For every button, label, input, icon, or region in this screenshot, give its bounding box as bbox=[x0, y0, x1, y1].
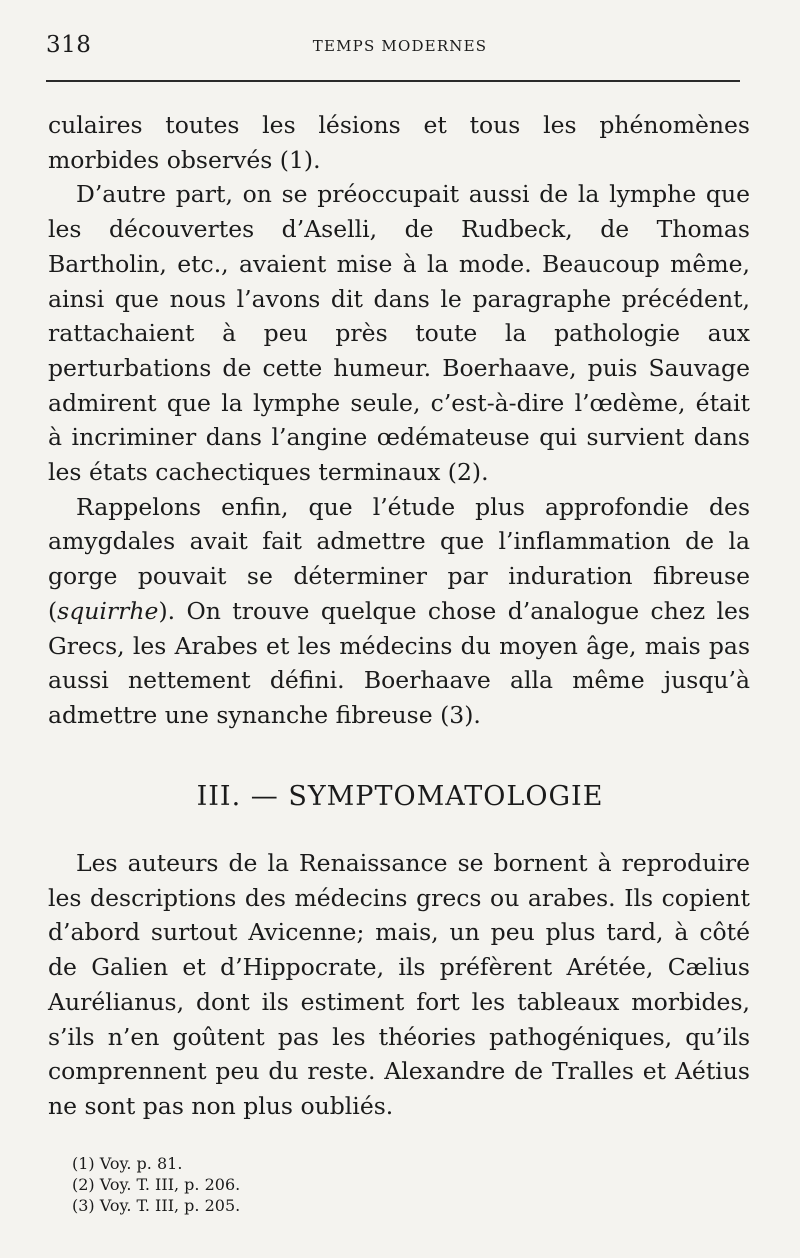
section-paragraph-1: Les auteurs de la Renaissance se bornent à reproduire les descriptions des médecins grecs ou arabes. Ils copient d’abord surtout Avicenne; mais, un peu plus tard, à côté de Galien et d’Hippocrate, ils préfèrent Arétée, Cælius Aurélianus, dont ils estiment fort les tableaux morbides, s’ils n’en goûtent pas les théories pathogéniques, qu’ils comprennent peu du reste. Alexandre de Tralles et Aétius ne sont pas non plus oubliés. bbox=[48, 849, 750, 1120]
body-text bbox=[48, 108, 750, 733]
section-body-text bbox=[48, 846, 750, 1124]
footnote-1: (1) Voy. p. 81. bbox=[72, 1154, 183, 1173]
italic-term: squirrhe bbox=[57, 596, 159, 625]
page-header bbox=[46, 32, 754, 62]
page-number: 318 bbox=[46, 32, 92, 58]
running-head: TEMPS MODERNES bbox=[312, 37, 488, 55]
footnotes bbox=[72, 1153, 240, 1216]
paragraph-1: culaires toutes les lésions et tous les phénomènes morbides observés (1). bbox=[48, 111, 750, 174]
footnote-2: (2) Voy. T. III, p. 206. bbox=[72, 1175, 241, 1194]
section-heading: III. — SYMPTOMATOLOGIE bbox=[196, 781, 604, 812]
footnote-3: (3) Voy. T. III, p. 205. bbox=[72, 1196, 241, 1215]
paragraph-3: Rappelons enfin, que l’étude plus approfondie des amygdales avait fait admettre que l’inflammation de la gorge pouvait se déterminer par induration fibreuse (squirrhe). On trouve quelque chose d’analogue chez les Grecs, les Arabes et les médecins du moyen âge, mais pas aussi nettement défini. Boerhaave alla même jusqu’à admettre une synanche fibreuse (3). bbox=[48, 492, 750, 729]
header-rule bbox=[46, 80, 740, 82]
paragraph-2: D’autre part, on se préoccupait aussi de la lymphe que les découvertes d’Aselli, de Rudbeck, de Thomas Bartholin, etc., avaient mise à la mode. Beaucoup même, ainsi que nous l’avons dit dans le paragraphe précédent, rattachaient à peu près toute la pathologie aux perturbations de cette humeur. Boerhaave, puis Sauvage admirent que la lymphe seule, c’est-à-dire l’œdème, était à incriminer dans l’angine œdémateuse qui survient dans les états cachectiques terminaux (2). bbox=[48, 180, 750, 487]
